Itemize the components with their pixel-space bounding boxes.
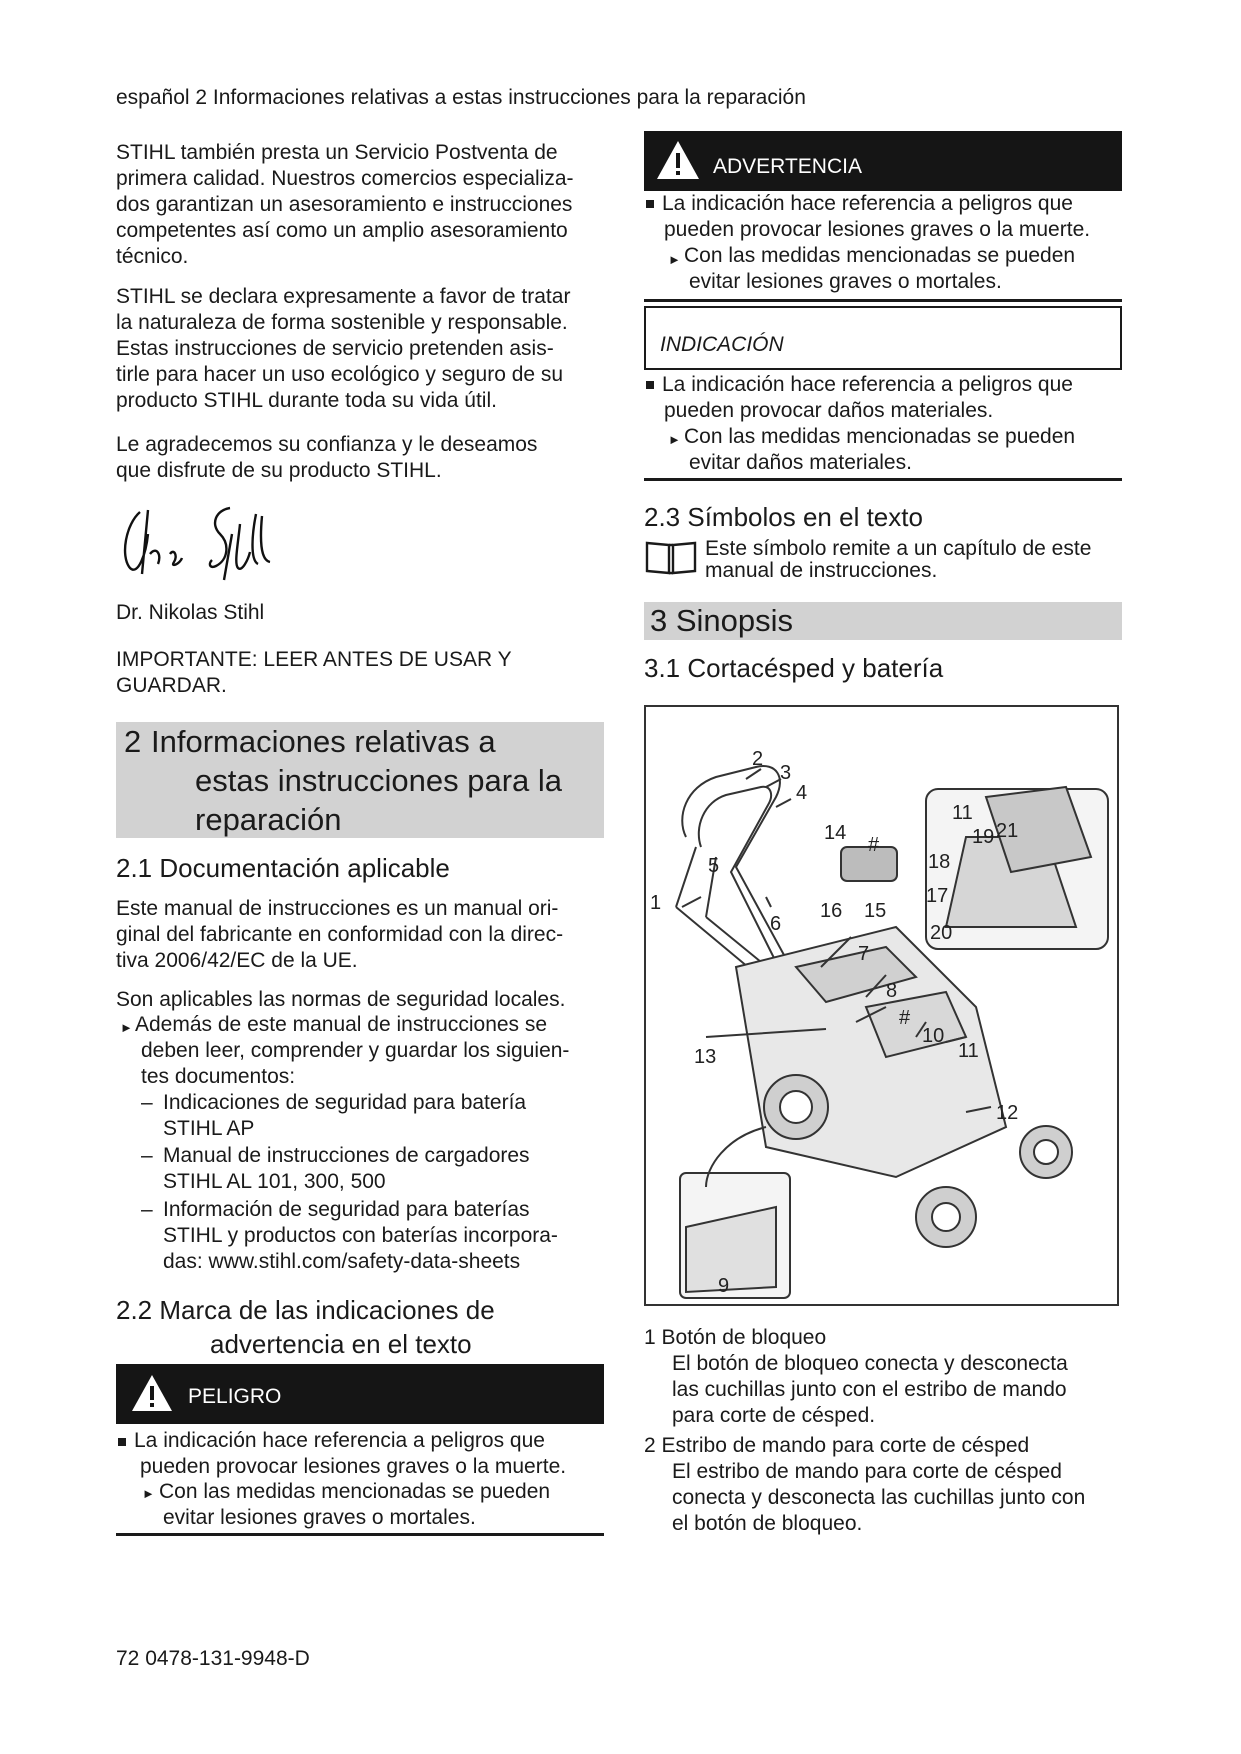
section-2-2-title-line-1: 2.2 Marca de las indicaciones de <box>116 1295 495 1325</box>
chapter-number: 2 <box>124 724 142 759</box>
danger-text: La indicación hace referencia a peligros que pueden provocar lesiones graves o la muerte. <box>134 1429 567 1478</box>
legend-item-2: 2 Estribo de mando para corte de césped El estribo de mando para corte de césped conecta y desconecta las cuchillas junto con el botón de bloqueo. <box>644 1433 1124 1537</box>
chapter-2-heading: 2 Informaciones relativas a estas instrucciones para la reparación <box>116 722 604 838</box>
callout-14: 14 <box>824 822 847 844</box>
bullet-icon <box>646 200 654 208</box>
danger-label: PELIGRO <box>188 1385 282 1408</box>
signature <box>112 494 292 584</box>
triangle-right-icon: ► <box>120 1020 133 1035</box>
section-3-1-title: 3.1 Cortacésped y batería <box>644 653 944 683</box>
notice-text: La indicación hace referencia a peligros que pueden provocar daños materiales. <box>662 373 1073 422</box>
mower-figure <box>644 705 1119 1306</box>
dash-icon: – <box>141 1144 153 1167</box>
warning-step: Con las medidas mencionadas se pueden evitar lesiones graves o mortales. <box>684 244 1076 293</box>
callout-hash-1: # <box>899 1007 911 1029</box>
divider <box>644 299 1122 302</box>
warning-bar <box>644 131 1122 191</box>
callout-21: 21 <box>996 820 1019 842</box>
dash-icon: – <box>141 1091 153 1114</box>
section-2-1-title: 2.1 Documentación aplicable <box>116 853 450 883</box>
section-2-2-title-line-2: advertencia en el texto <box>210 1329 472 1359</box>
callout-8: 8 <box>886 980 898 1002</box>
local-rules-text: Son aplicables las normas de seguridad locales. <box>116 988 566 1011</box>
triangle-right-icon: ► <box>142 1486 155 1501</box>
callout-2: 2 <box>752 748 764 770</box>
step-read-documents: Además de este manual de instrucciones se deben leer, comprender y guardar los siguien- tes documentos: <box>135 1013 570 1088</box>
divider <box>116 1533 604 1536</box>
intro-paragraph-2: STIHL se declara expresamente a favor de tratar la naturaleza de forma sostenible y responsable. Estas instrucciones de servicio pretenden asis- tirle para hacer un uso ecológico y seguro de su producto STIHL durante toda su vida útil. <box>116 285 571 412</box>
intro-paragraph-1: STIHL también presta un Servicio Postventa de primera calidad. Nuestros comercios especializa- dos garantizan un asesoramiento e instrucciones competentes así como un amplio asesoramiento técnico. <box>116 141 574 268</box>
divider <box>644 478 1122 481</box>
section-2-3-title: 2.3 Símbolos en el texto <box>644 502 923 532</box>
dash-icon: – <box>141 1198 153 1221</box>
notice-label: INDICACIÓN <box>660 333 784 356</box>
notice-box <box>644 306 1122 370</box>
triangle-right-icon: ► <box>668 252 681 267</box>
callout-7: 7 <box>858 943 870 965</box>
doc-item-3: Información de seguridad para baterías STIHL y productos con baterías incorpora- das: www.stihl.com/safety-data-sheets <box>163 1198 558 1273</box>
notice-step: Con las medidas mencionadas se pueden evitar daños materiales. <box>684 425 1076 474</box>
legend-item-1: 1 Botón de bloqueo El botón de bloqueo conecta y desconecta las cuchillas junto con el estribo de mando para corte de césped. <box>644 1325 1124 1429</box>
callout-11-deck: 11 <box>958 1040 979 1062</box>
callout-13: 13 <box>694 1046 717 1068</box>
callout-11-inset: 11 <box>952 802 973 824</box>
callout-1: 1 <box>650 892 662 914</box>
legend-term: 2 Estribo de mando para corte de césped <box>644 1434 1030 1457</box>
callout-15: 15 <box>864 900 887 922</box>
warning-triangle-icon <box>130 1373 174 1413</box>
callout-17: 17 <box>926 885 949 907</box>
section-2-1-paragraph: Este manual de instrucciones es un manual ori- ginal del fabricante en conformidad con la direc- tiva 2006/42/EC de la UE. <box>116 897 564 972</box>
callout-4: 4 <box>796 782 808 804</box>
callout-5: 5 <box>708 855 720 877</box>
warning-triangle-icon <box>655 139 701 181</box>
warning-label: ADVERTENCIA <box>713 155 862 178</box>
callout-16: 16 <box>820 900 843 922</box>
warning-text: La indicación hace referencia a peligros que pueden provocar lesiones graves o la muerte. <box>662 192 1091 241</box>
callout-hash-2: # <box>868 834 880 856</box>
danger-step: Con las medidas mencionadas se pueden evitar lesiones graves o mortales. <box>159 1480 551 1529</box>
doc-item-1: Indicaciones de seguridad para batería STIHL AP <box>163 1091 527 1140</box>
callout-18: 18 <box>928 851 951 873</box>
important-notice: IMPORTANTE: LEER ANTES DE USAR Y GUARDAR. <box>116 648 512 697</box>
callout-9: 9 <box>718 1275 730 1297</box>
intro-paragraph-3: Le agradecemos su confianza y le deseamos que disfrute de su producto STIHL. <box>116 433 538 482</box>
chapter-3-heading: 3 Sinopsis <box>644 602 1122 640</box>
book-icon <box>644 539 698 577</box>
doc-item-2: Manual de instrucciones de cargadores STIHL AL 101, 300, 500 <box>163 1144 530 1193</box>
callout-3: 3 <box>780 762 792 784</box>
triangle-right-icon: ► <box>668 432 681 447</box>
lawnmower-illustration <box>646 707 1117 1304</box>
bullet-icon <box>646 381 654 389</box>
section-2-3-text: Este símbolo remite a un capítulo de este manual de instrucciones. <box>705 537 1092 582</box>
bullet-icon <box>118 1438 126 1446</box>
running-head: español 2 Informaciones relativas a estas instrucciones para la reparación <box>116 86 806 109</box>
callout-19: 19 <box>972 826 995 848</box>
callout-12: 12 <box>996 1102 1019 1124</box>
callout-10: 10 <box>922 1025 945 1047</box>
danger-bar <box>116 1364 604 1424</box>
legend-term: 1 Botón de bloqueo <box>644 1326 827 1349</box>
callout-6: 6 <box>770 913 782 935</box>
doc-number: 72 0478-131-9948-D <box>116 1647 310 1670</box>
callout-20: 20 <box>930 922 953 944</box>
signer-name: Dr. Nikolas Stihl <box>116 601 265 624</box>
